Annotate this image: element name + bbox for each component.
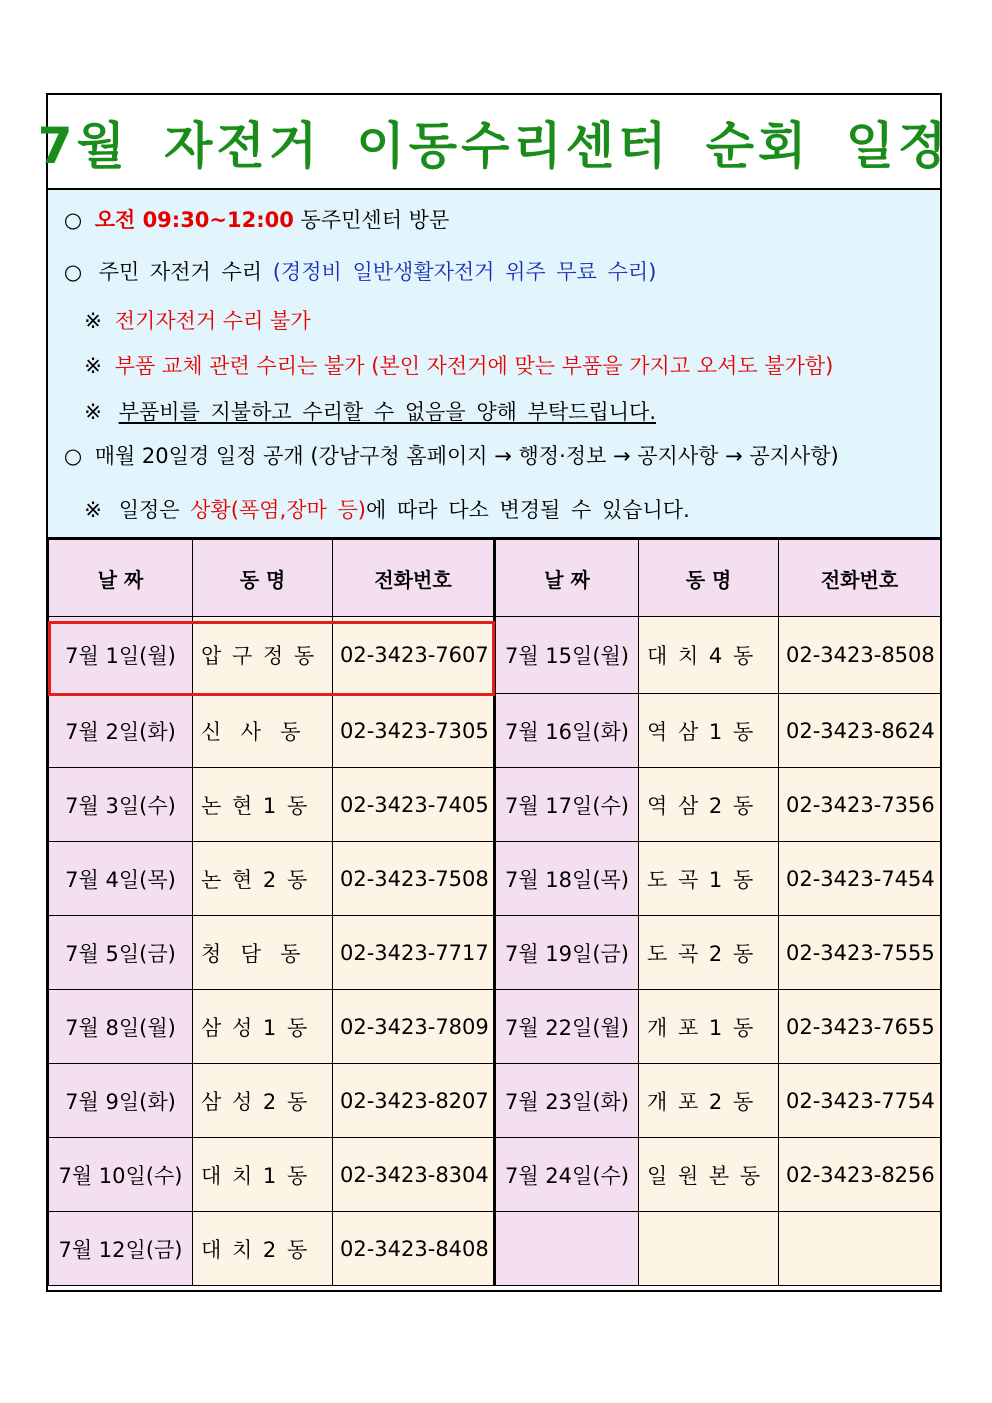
repair-text: 주민 자전거 수리	[98, 260, 263, 284]
dong-cell: 대 치 2 동	[193, 1212, 333, 1286]
dong-cell: 삼 성 2 동	[193, 1064, 333, 1138]
tel-cell: 02-3423-7754	[779, 1064, 941, 1138]
date-cell: 7월 15일(월)	[495, 617, 639, 694]
dong-cell: 도 곡 1 동	[639, 842, 779, 916]
dong-cell	[639, 1212, 779, 1286]
date-cell: 7월 23일(화)	[495, 1064, 639, 1138]
tel-cell: 02-3423-7356	[779, 768, 941, 842]
dong-cell: 일 원 본 동	[639, 1138, 779, 1212]
date-cell: 7월 24일(수)	[495, 1138, 639, 1212]
ebike-note: 전기자전거 수리 불가	[114, 309, 311, 333]
table-row	[49, 1138, 941, 1212]
date-cell: 7월 22일(월)	[495, 990, 639, 1064]
info-line-ebike	[48, 307, 311, 335]
dong-cell: 대 치 1 동	[193, 1138, 333, 1212]
date-cell: 7월 18일(목)	[495, 842, 639, 916]
table-row	[49, 617, 941, 694]
header-date: 날 짜	[495, 540, 639, 617]
info-line-repair	[48, 258, 656, 286]
date-cell: 7월 10일(수)	[49, 1138, 193, 1212]
dong-cell: 청 담 동	[193, 916, 333, 990]
tel-cell	[779, 1212, 941, 1286]
hours-text: 오전 09:30~12:00	[94, 208, 294, 232]
reference-mark: ※	[84, 400, 102, 424]
change-condition: 상황(폭염,장마 등)	[190, 498, 366, 522]
table-row	[49, 1064, 941, 1138]
info-line-payment	[48, 398, 656, 426]
tel-cell: 02-3423-7607	[333, 617, 495, 694]
change-post: 에 따라 다소 변경될 수 있습니다.	[365, 498, 690, 522]
publish-note: 매월 20일경 일정 공개 (강남구청 홈페이지 → 행정·정보 → 공지사항 → 공지사항)	[94, 444, 839, 468]
date-cell: 7월 1일(월)	[49, 617, 193, 694]
reference-mark: ※	[84, 498, 102, 522]
date-cell: 7월 12일(금)	[49, 1212, 193, 1286]
tel-cell: 02-3423-8256	[779, 1138, 941, 1212]
parts-note: 부품 교체 관련 수리는 불가 (본인 자전거에 맞는 부품을 가지고 오셔도 불가함)	[114, 354, 834, 378]
dong-cell: 삼 성 1 동	[193, 990, 333, 1064]
tel-cell: 02-3423-8304	[333, 1138, 495, 1212]
table-header-row	[49, 540, 941, 617]
date-cell: 7월 3일(수)	[49, 768, 193, 842]
info-line-change	[48, 496, 690, 524]
dong-cell: 역 삼 2 동	[639, 768, 779, 842]
tel-cell: 02-3423-7555	[779, 916, 941, 990]
date-cell: 7월 9일(화)	[49, 1064, 193, 1138]
info-line-parts	[48, 352, 833, 380]
table-row	[49, 842, 941, 916]
table-row	[49, 916, 941, 990]
tel-cell: 02-3423-8408	[333, 1212, 495, 1286]
date-cell: 7월 5일(금)	[49, 916, 193, 990]
dong-cell: 도 곡 2 동	[639, 916, 779, 990]
tel-cell: 02-3423-7305	[333, 694, 495, 768]
schedule-table	[48, 539, 941, 1286]
tel-cell: 02-3423-8624	[779, 694, 941, 768]
circle-bullet: ○	[63, 260, 83, 284]
tel-cell: 02-3423-7717	[333, 916, 495, 990]
payment-note: 부품비를 지불하고 수리할 수 없음을 양해 부탁드립니다.	[118, 400, 656, 424]
header-dong: 동 명	[193, 540, 333, 617]
circle-bullet: ○	[63, 208, 83, 232]
tel-cell: 02-3423-8207	[333, 1064, 495, 1138]
dong-cell: 압 구 정 동	[193, 617, 333, 694]
table-row	[49, 768, 941, 842]
reference-mark: ※	[84, 309, 102, 333]
table-row	[49, 694, 941, 768]
dong-cell: 개 포 2 동	[639, 1064, 779, 1138]
date-cell: 7월 19일(금)	[495, 916, 639, 990]
date-cell: 7월 2일(화)	[49, 694, 193, 768]
header-date: 날 짜	[49, 540, 193, 617]
tel-cell: 02-3423-7655	[779, 990, 941, 1064]
circle-bullet: ○	[63, 444, 83, 468]
tel-cell: 02-3423-7508	[333, 842, 495, 916]
title-box	[37, 95, 951, 190]
date-cell: 7월 17일(수)	[495, 768, 639, 842]
tel-cell: 02-3423-7405	[333, 768, 495, 842]
dong-cell: 신 사 동	[193, 694, 333, 768]
dong-cell: 역 삼 1 동	[639, 694, 779, 768]
hours-rest: 동주민센터 방문	[300, 208, 450, 232]
table-row	[49, 1212, 941, 1286]
tel-cell: 02-3423-7809	[333, 990, 495, 1064]
date-cell	[495, 1212, 639, 1286]
table-row	[49, 990, 941, 1064]
header-dong: 동 명	[639, 540, 779, 617]
date-cell: 7월 4일(목)	[49, 842, 193, 916]
change-pre: 일정은	[118, 498, 191, 522]
header-tel: 전화번호	[333, 540, 495, 617]
repair-note: (경정비 일반생활자전거 위주 무료 수리)	[272, 260, 657, 284]
tel-cell: 02-3423-8508	[779, 617, 941, 694]
header-tel: 전화번호	[779, 540, 941, 617]
dong-cell: 대 치 4 동	[639, 617, 779, 694]
dong-cell: 논 현 1 동	[193, 768, 333, 842]
dong-cell: 개 포 1 동	[639, 990, 779, 1064]
dong-cell: 논 현 2 동	[193, 842, 333, 916]
date-cell: 7월 8일(월)	[49, 990, 193, 1064]
date-cell: 7월 16일(화)	[495, 694, 639, 768]
schedule-document	[37, 93, 951, 1292]
info-line-publish	[48, 442, 839, 470]
reference-mark: ※	[84, 354, 102, 378]
page-title: 7월 자전거 이동수리센터 순회 일정	[37, 116, 951, 175]
info-line-hours	[48, 206, 449, 234]
tel-cell: 02-3423-7454	[779, 842, 941, 916]
